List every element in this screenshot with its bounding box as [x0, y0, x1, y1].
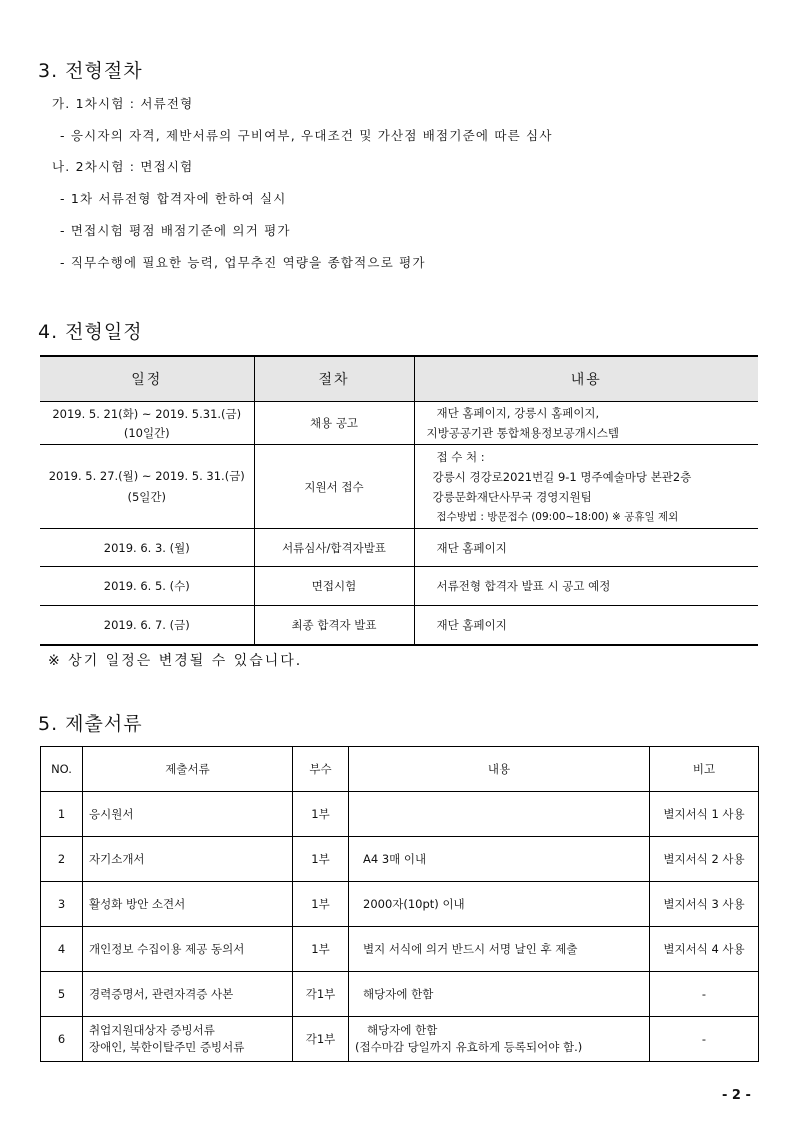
schedule-row	[40, 445, 758, 529]
doc-note: 별지서식 3 사용	[650, 882, 759, 927]
content-line: 접 수 처 :	[436, 449, 485, 464]
schedule-step: 지원서 접수	[254, 445, 414, 529]
doc-content: A4 3매 이내	[349, 837, 650, 882]
doc-name: 활성화 방안 소견서	[83, 882, 293, 927]
documents-header-no: NO.	[41, 747, 83, 792]
doc-content-line: 해당자에 한함	[367, 1023, 438, 1037]
doc-content: 별지 서식에 의거 반드시 서명 날인 후 제출	[349, 927, 650, 972]
documents-header-count: 부수	[293, 747, 349, 792]
doc-count: 1부	[293, 837, 349, 882]
doc-count: 1부	[293, 882, 349, 927]
date-line: (10일간)	[123, 425, 170, 440]
page-number: - 2 -	[722, 1088, 751, 1103]
documents-row	[41, 927, 759, 972]
schedule-row	[40, 567, 758, 606]
step2-detail-3: - 직무수행에 필요한 능력, 업무추진 역량을 종합적으로 평가	[60, 255, 426, 270]
doc-name-line: 취업지원대상자 증빙서류	[89, 1023, 215, 1037]
content-line: 강릉문화재단사무국 경영지원팀	[432, 489, 592, 504]
doc-name: 경력증명서, 관련자격증 사본	[83, 972, 293, 1017]
doc-content-line: (접수마감 당일까지 유효하게 등록되어야 함.)	[355, 1040, 583, 1054]
doc-content	[349, 1017, 650, 1062]
step2-detail-2: - 면접시험 평점 배점기준에 의거 평가	[60, 223, 291, 238]
doc-no: 2	[41, 837, 83, 882]
doc-name-line: 장애인, 북한이탈주민 증빙서류	[89, 1040, 245, 1054]
schedule-date	[40, 402, 254, 445]
doc-count: 각1부	[293, 1017, 349, 1062]
content-line: 지방공공기관 통합채용정보공개시스템	[426, 426, 620, 440]
date-line: 2019. 5. 27.(월) ~ 2019. 5. 31.(금)	[48, 469, 245, 483]
date-line: (5일간)	[127, 490, 166, 504]
step1-heading: 가. 1차시험 : 서류전형	[52, 96, 194, 111]
doc-content: 해당자에 한함	[349, 972, 650, 1017]
content-line: 재단 홈페이지, 강릉시 홈페이지,	[436, 406, 600, 420]
schedule-date	[40, 445, 254, 529]
schedule-content: 재단 홈페이지	[414, 606, 758, 645]
schedule-note: ※ 상기 일정은 변경될 수 있습니다.	[48, 653, 303, 669]
date-line: 2019. 5. 21(화) ~ 2019. 5.31.(금)	[52, 406, 242, 421]
doc-count: 각1부	[293, 972, 349, 1017]
doc-note: 별지서식 2 사용	[650, 837, 759, 882]
doc-name: 자기소개서	[83, 837, 293, 882]
schedule-date: 2019. 6. 3. (월)	[40, 529, 254, 567]
documents-header-doc: 제출서류	[83, 747, 293, 792]
section5-title: 5. 제출서류	[38, 713, 143, 735]
schedule-date: 2019. 6. 5. (수)	[40, 567, 254, 606]
content-line: 접수방법 : 방문접수 (09:00~18:00) ※ 공휴일 제외	[436, 510, 679, 523]
step1-detail: - 응시자의 자격, 제반서류의 구비여부, 우대조건 및 가산점 배점기준에 따른 심사	[60, 128, 553, 143]
doc-note: -	[650, 972, 759, 1017]
doc-name	[83, 1017, 293, 1062]
doc-no: 5	[41, 972, 83, 1017]
doc-note: -	[650, 1017, 759, 1062]
step2-heading: 나. 2차시험 : 면접시험	[52, 159, 194, 174]
doc-no: 6	[41, 1017, 83, 1062]
schedule-content: 재단 홈페이지	[414, 529, 758, 567]
schedule-header-content: 내용	[414, 356, 758, 402]
doc-count: 1부	[293, 792, 349, 837]
documents-row	[41, 1017, 759, 1062]
documents-header-note: 비고	[650, 747, 759, 792]
section3-title: 3. 전형절차	[38, 60, 143, 82]
documents-row	[41, 882, 759, 927]
doc-content	[349, 792, 650, 837]
schedule-step: 최종 합격자 발표	[254, 606, 414, 645]
schedule-row	[40, 402, 758, 445]
doc-content: 2000자(10pt) 이내	[349, 882, 650, 927]
schedule-date: 2019. 6. 7. (금)	[40, 606, 254, 645]
schedule-table	[40, 355, 758, 646]
schedule-header-date: 일정	[40, 356, 254, 402]
content-line: 강릉시 경강로2021번길 9-1 명주예술마당 본관2층	[432, 469, 692, 484]
documents-header-row	[41, 747, 759, 792]
schedule-content	[414, 402, 758, 445]
schedule-header-step: 절차	[254, 356, 414, 402]
documents-row	[41, 972, 759, 1017]
doc-note: 별지서식 1 사용	[650, 792, 759, 837]
documents-row	[41, 792, 759, 837]
doc-no: 3	[41, 882, 83, 927]
doc-name: 응시원서	[83, 792, 293, 837]
schedule-step: 서류심사/합격자발표	[254, 529, 414, 567]
schedule-header-row	[40, 356, 758, 402]
schedule-content: 서류전형 합격자 발표 시 공고 예정	[414, 567, 758, 606]
schedule-content	[414, 445, 758, 529]
doc-name: 개인정보 수집이용 제공 동의서	[83, 927, 293, 972]
section4-title: 4. 전형일정	[38, 321, 143, 343]
doc-no: 1	[41, 792, 83, 837]
documents-header-content: 내용	[349, 747, 650, 792]
doc-count: 1부	[293, 927, 349, 972]
doc-no: 4	[41, 927, 83, 972]
step2-detail-1: - 1차 서류전형 합격자에 한하여 실시	[60, 191, 287, 206]
documents-row	[41, 837, 759, 882]
schedule-step: 면접시험	[254, 567, 414, 606]
schedule-step: 채용 공고	[254, 402, 414, 445]
schedule-row	[40, 529, 758, 567]
schedule-row	[40, 606, 758, 645]
documents-table	[40, 746, 759, 1062]
doc-note: 별지서식 4 사용	[650, 927, 759, 972]
